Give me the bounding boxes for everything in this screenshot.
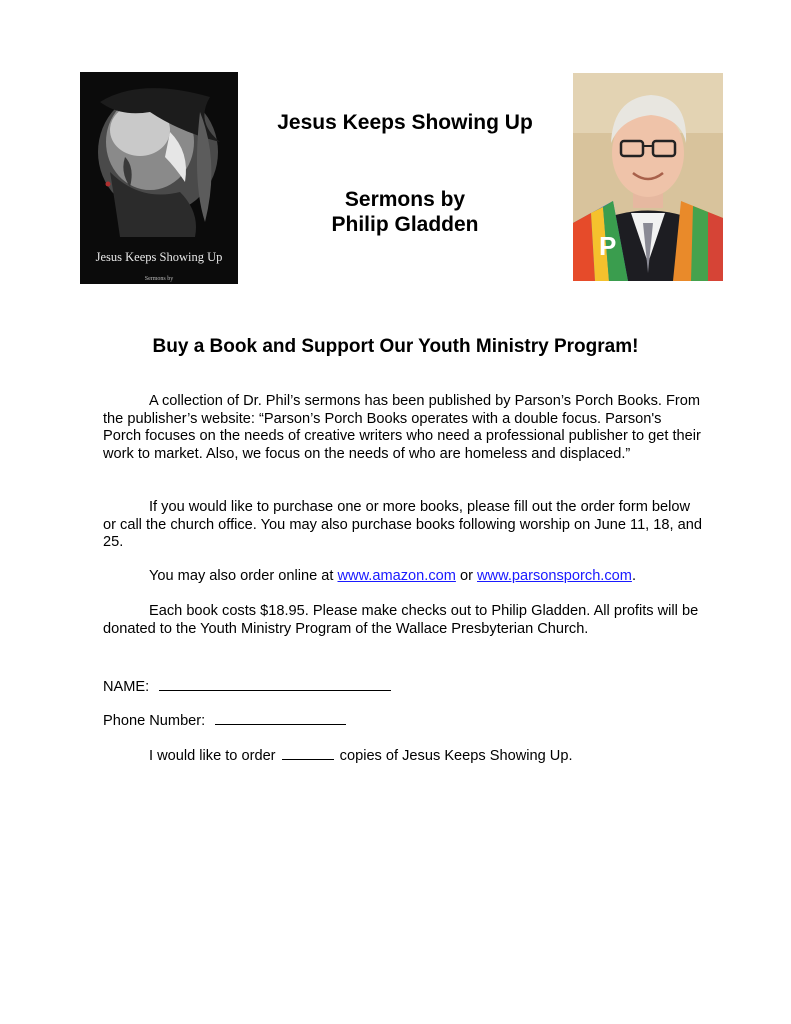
book-cover-image xyxy=(80,72,238,284)
phone-blank-field[interactable] xyxy=(215,710,346,725)
phone-field-row xyxy=(103,710,703,731)
page-title: Jesus Keeps Showing Up xyxy=(277,111,533,134)
paragraph-intro-text: A collection of Dr. Phil’s sermons has been published by Parson’s Porch Books. From the publisher’s website: “Parson’s Porch Books operates with a double focus. Parson's Porch focuses on the needs of creative writers who need a professional publisher to get their work to market. Also, we focus on the needs of who are homeless and displaced.” xyxy=(103,393,701,462)
paragraph-purchase xyxy=(103,499,703,552)
byline-line-1: Sermons by xyxy=(344,188,466,211)
order-quantity-row xyxy=(103,745,703,766)
parsonsporch-link[interactable]: www.parsonsporch.com xyxy=(477,568,632,584)
author-photo xyxy=(573,73,723,281)
paragraph-price-text: Each book costs $18.95. Please make checks out to Philip Gladden. All profits will be donated to the Youth Ministry Program of the Wallace Presbyterian Church. xyxy=(103,603,699,637)
name-label: NAME: xyxy=(103,679,150,695)
online-suffix-text: . xyxy=(631,568,636,584)
name-blank-field[interactable] xyxy=(159,676,391,691)
author-portrait xyxy=(573,73,723,281)
quantity-blank-field[interactable] xyxy=(282,745,334,760)
paragraph-online xyxy=(103,568,703,586)
paragraph-price xyxy=(103,603,703,638)
amazon-link[interactable]: www.amazon.com xyxy=(337,568,456,584)
cover-title: Jesus Keeps Showing Up xyxy=(95,250,223,264)
online-prefix-text: You may also order online at xyxy=(149,568,338,584)
online-middle-text: or xyxy=(455,568,478,584)
phone-label: Phone Number: xyxy=(103,713,206,729)
svg-text:P: P xyxy=(599,231,617,261)
subheading: Buy a Book and Support Our Youth Ministry Program! xyxy=(152,336,639,357)
paragraph-purchase-text: If you would like to purchase one or more books, please fill out the order form below or call the church office. You may also purchase books following worship on June 11, 18, and 25. xyxy=(103,499,702,550)
order-suffix-label: copies of Jesus Keeps Showing Up. xyxy=(339,748,573,764)
paragraph-intro xyxy=(103,393,703,463)
order-prefix-label: I would like to order xyxy=(149,748,276,764)
byline-line-2: Philip Gladden xyxy=(331,213,479,236)
name-field-row xyxy=(103,676,703,697)
cover-subtitle: Sermons by xyxy=(144,276,174,282)
